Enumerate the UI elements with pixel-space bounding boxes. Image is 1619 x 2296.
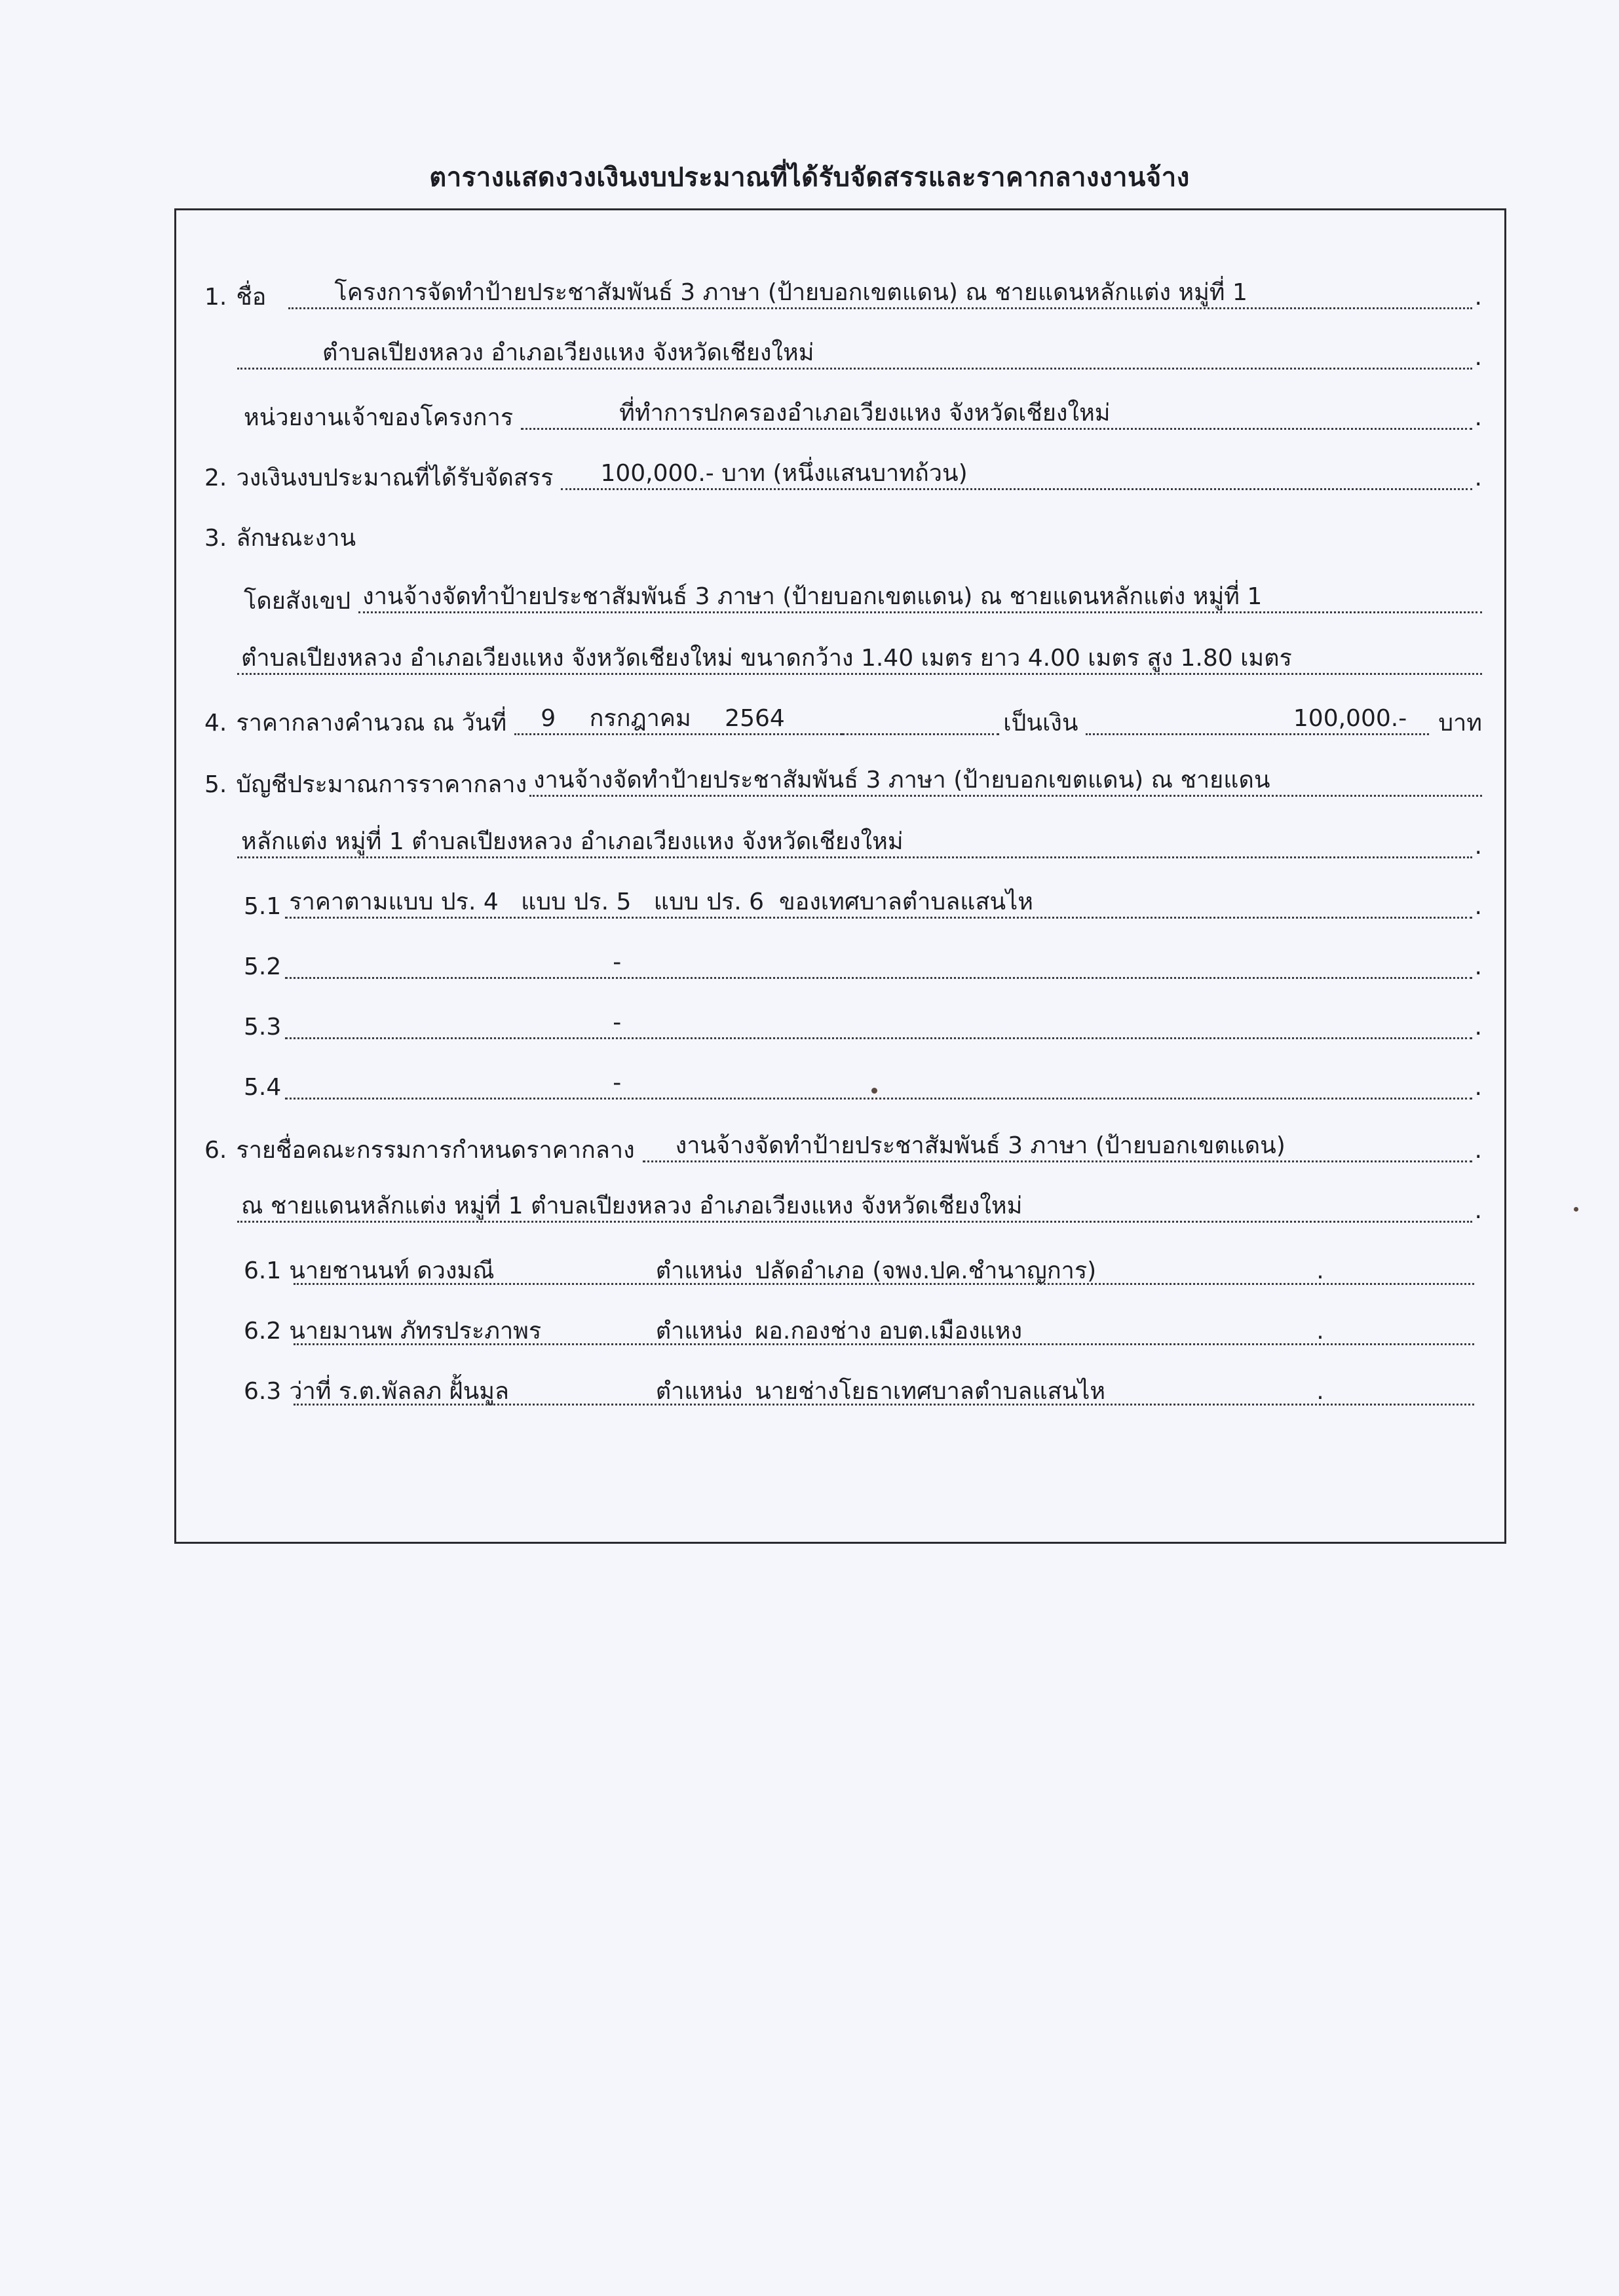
member-name: นายมานพ ภัทรประภาพร bbox=[289, 1318, 542, 1345]
committee-label: รายชื่อคณะกรรมการกำหนดราคากลาง bbox=[236, 1137, 635, 1164]
work-type-label: ลักษณะงาน bbox=[236, 525, 356, 552]
sub-item-5-4: 5.4 - . bbox=[244, 1069, 1482, 1101]
position-label: ตำแหน่ง bbox=[655, 1378, 743, 1405]
estimate-line-2: หลักแต่ง หมู่ที่ 1 ตำบลเปียงหลวง อำเภอเวียงแหง จังหวัดเชียงใหม่ bbox=[237, 830, 1472, 858]
sub-item-number: 5.1 bbox=[244, 893, 282, 920]
item-1-number: 1. bbox=[204, 284, 227, 311]
median-price-date-label: ราคากลางคำนวณ ณ วันที่ bbox=[236, 710, 507, 737]
member-number: 6.1 bbox=[244, 1257, 282, 1284]
sub-item-value: - bbox=[285, 951, 1472, 979]
summary-line-2: ตำบลเปียงหลวง อำเภอเวียงแหง จังหวัดเชียงใหม่ ขนาดกว้าง 1.40 เมตร ยาว 4.00 เมตร สูง 1.80 เมตร bbox=[237, 647, 1482, 675]
member-position: นายช่างโยธาเทศบาลตำบลแสนไห bbox=[755, 1378, 1106, 1405]
member-leader bbox=[294, 1283, 1474, 1285]
item-1-row: 1. ชื่อ โครงการจัดทำป้ายประชาสัมพันธ์ 3 ภาษา (ป้ายบอกเขตแดน) ณ ชายแดนหลักแต่ง หมู่ที่ 1 . bbox=[204, 279, 1482, 311]
item-2-number: 2. bbox=[204, 465, 227, 491]
summary-line-1: งานจ้างจัดทำป้ายประชาสัมพันธ์ 3 ภาษา (ป้ายบอกเขตแดน) ณ ชายแดนหลักแต่ง หมู่ที่ 1 bbox=[358, 585, 1482, 613]
sub-item-5-3: 5.3 - . bbox=[244, 1009, 1482, 1041]
position-label: ตำแหน่ง bbox=[655, 1257, 743, 1284]
sub-item-value: - bbox=[285, 1011, 1472, 1039]
committee-member: 6.3 ว่าที่ ร.ต.พัลลภ ฝั้นมูล ตำแหน่ง นายช่างโยธาเทศบาลตำบลแสนไห . bbox=[244, 1378, 1324, 1405]
committee-line-1: งานจ้างจัดทำป้ายประชาสัมพันธ์ 3 ภาษา (ป้ายบอกเขตแดน) bbox=[643, 1134, 1472, 1162]
owner-row: หน่วยงานเจ้าของโครงการ ที่ทำการปกครองอำเภอเวียงแหง จังหวัดเชียงใหม่ . bbox=[244, 400, 1482, 431]
item-5-row bbox=[204, 763, 1482, 797]
amount-label: เป็นเงิน bbox=[1003, 710, 1078, 737]
sub-item-5-2: 5.2 - . bbox=[244, 949, 1482, 980]
document-title: ตารางแสดงวงเงินงบประมาณที่ได้รับจัดสรรและราคากลางงานจ้าง bbox=[429, 163, 1190, 193]
summary-label: โดยสังเขป bbox=[244, 588, 351, 615]
member-leader bbox=[294, 1343, 1474, 1345]
sub-item-number: 5.2 bbox=[244, 953, 282, 980]
member-number: 6.3 bbox=[244, 1378, 282, 1405]
member-number: 6.2 bbox=[244, 1318, 282, 1345]
project-name-line-1: โครงการจัดทำป้ายประชาสัมพันธ์ 3 ภาษา (ป้ายบอกเขตแดน) ณ ชายแดนหลักแต่ง หมู่ที่ 1 bbox=[288, 281, 1472, 309]
member-leader bbox=[294, 1404, 1474, 1406]
owner-label: หน่วยงานเจ้าของโครงการ bbox=[244, 404, 514, 431]
median-price-amount: 100,000.- bbox=[1086, 707, 1429, 735]
item-4-row bbox=[204, 701, 1482, 735]
budget-value: 100,000.- บาท (หนึ่งแสนบาทถ้วน) bbox=[561, 462, 1472, 490]
date-month: กรกฎาคม bbox=[589, 705, 691, 732]
member-position: ปลัดอำเภอ (จพง.ปค.ชำนาญการ) bbox=[755, 1257, 1097, 1284]
budget-label: วงเงินงบประมาณที่ได้รับจัดสรร bbox=[236, 465, 554, 491]
item-5-row-2: หลักแต่ง หมู่ที่ 1 ตำบลเปียงหลวง อำเภอเวียงแหง จังหวัดเชียงใหม่ . bbox=[237, 824, 1482, 858]
committee-member: 6.1 นายชานนท์ ดวงมณี ตำแหน่ง ปลัดอำเภอ (จพง.ปค.ชำนาญการ) . bbox=[244, 1257, 1324, 1284]
committee-line-2: ณ ชายแดนหลักแต่ง หมู่ที่ 1 ตำบลเปียงหลวง อำเภอเวียงแหง จังหวัดเชียงใหม่ bbox=[237, 1195, 1472, 1223]
project-name-line-2: ตำบลเปียงหลวง อำเภอเวียงแหง จังหวัดเชียงใหม่ bbox=[237, 341, 1472, 370]
estimate-line-1: งานจ้างจัดทำป้ายประชาสัมพันธ์ 3 ภาษา (ป้ายบอกเขตแดน) ณ ชายแดน bbox=[529, 769, 1482, 797]
summary-row-1 bbox=[244, 579, 1482, 613]
item-6-row: 6. รายชื่อคณะกรรมการกำหนดราคากลาง งานจ้างจัดทำป้ายประชาสัมพันธ์ 3 ภาษา (ป้ายบอกเขตแดน) . bbox=[204, 1132, 1482, 1164]
committee-member: 6.2 นายมานพ ภัทรประภาพร ตำแหน่ง ผอ.กองช่าง อบต.เมืองแหง . bbox=[244, 1318, 1324, 1345]
owner-value: ที่ทำการปกครองอำเภอเวียงแหง จังหวัดเชียงใหม่ bbox=[521, 402, 1472, 430]
date-day: 9 bbox=[541, 705, 556, 732]
item-3-row bbox=[204, 516, 1482, 550]
sub-item-value: - bbox=[285, 1071, 1472, 1100]
median-price-date bbox=[514, 707, 842, 735]
estimate-label: บัญชีประมาณการราคากลาง bbox=[236, 771, 527, 798]
item-1-row-2: ตำบลเปียงหลวง อำเภอเวียงแหง จังหวัดเชียงใหม่ . bbox=[237, 335, 1482, 370]
sub-item-number: 5.3 bbox=[244, 1014, 282, 1041]
item-4-number: 4. bbox=[204, 710, 227, 737]
item-3-number: 3. bbox=[204, 525, 227, 552]
scan-speck bbox=[1574, 1207, 1578, 1212]
date-year: 2564 bbox=[725, 705, 785, 732]
member-name: ว่าที่ ร.ต.พัลลภ ฝั้นมูล bbox=[289, 1378, 509, 1405]
sub-item-value: ราคาตามแบบ ปร. 4 แบบ ปร. 5 แบบ ปร. 6 ของเทศบาลตำบลแสนไห bbox=[285, 890, 1472, 919]
sub-item-5-1: 5.1 ราคาตามแบบ ปร. 4 แบบ ปร. 5 แบบ ปร. 6 ของเทศบาลตำบลแสนไห . bbox=[244, 889, 1482, 920]
position-label: ตำแหน่ง bbox=[655, 1318, 743, 1345]
item-6-row-2: ณ ชายแดนหลักแต่ง หมู่ที่ 1 ตำบลเปียงหลวง อำเภอเวียงแหง จังหวัดเชียงใหม่ . bbox=[237, 1189, 1482, 1223]
member-position: ผอ.กองช่าง อบต.เมืองแหง bbox=[755, 1318, 1023, 1345]
summary-row-2 bbox=[237, 641, 1482, 675]
item-5-number: 5. bbox=[204, 771, 227, 798]
sub-item-number: 5.4 bbox=[244, 1074, 282, 1101]
scan-speck bbox=[871, 1088, 877, 1094]
member-name: นายชานนท์ ดวงมณี bbox=[289, 1257, 495, 1284]
item-1-label: ชื่อ bbox=[236, 284, 267, 311]
item-2-row: 2. วงเงินงบประมาณที่ได้รับจัดสรร 100,000.- บาท (หนึ่งแสนบาทถ้วน) . bbox=[204, 460, 1482, 491]
item-6-number: 6. bbox=[204, 1137, 227, 1164]
amount-unit: บาท bbox=[1438, 710, 1482, 737]
